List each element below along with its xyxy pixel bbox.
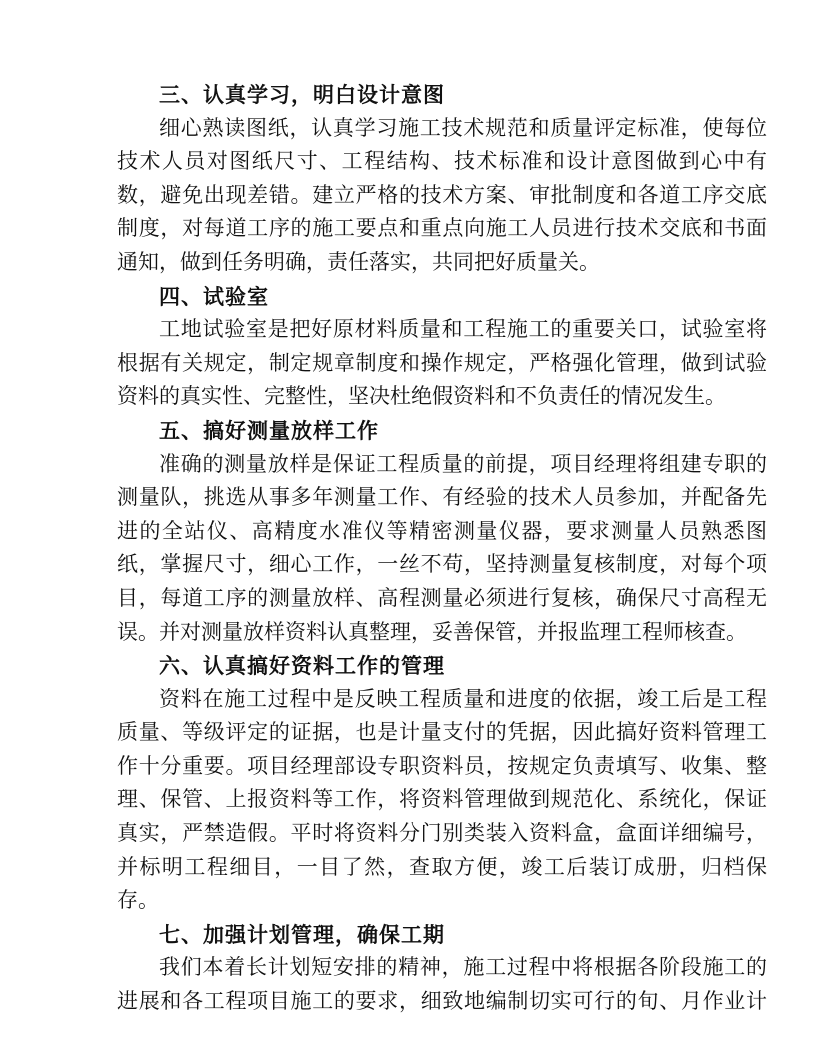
section-3-paragraph: 细心熟读图纸，认真学习施工技术规范和质量评定标准，使每位技术人员对图纸尺寸、工程结构、技术标准和设计意图做到心中有数，避免出现差错。建立严格的技术方案、审批制度和各道工序交底制度，对每道工序的施工要点和重点向施工人员进行技术交底和书面通知，做到任务明确，责任落实，共同把好质量关。 [117, 115, 767, 274]
document-body [117, 78, 767, 1019]
section-6-paragraph: 资料在施工过程中是反映工程质量和进度的依据，竣工后是工程质量、等级评定的证据，也是计量支付的凭据，因此搞好资料管理工作十分重要。项目经理部设专职资料员，按规定负责填写、收集、整理、保管、上报资料等工作，将资料管理做到规范化、系统化，保证真实，严禁造假。平时将资料分门别类装入资料盒，盒面详细编号，并标明工程细目，一目了然，查取方便，竣工后装订成册，归档保存。 [117, 686, 767, 913]
section-6-heading: 六、认真搞好资料工作的管理 [159, 653, 445, 679]
section-5-paragraph: 准确的测量放样是保证工程质量的前提，项目经理将组建专职的测量队，挑选从事多年测量工作、有经验的技术人员参加，并配备先进的全站仪、高精度水准仪等精密测量仪器，要求测量人员熟悉图纸，掌握尺寸，细心工作，一丝不苟，坚持测量复核制度，对每个项目，每道工序的测量放样、高程测量必须进行复核，确保尺寸高程无误。并对测量放样资料认真整理，妥善保管，并报监理工程师核查。 [117, 451, 767, 644]
section-5-heading: 五、搞好测量放样工作 [159, 417, 379, 443]
section-4-paragraph: 工地试验室是把好原材料质量和工程施工的重要关口，试验室将根据有关规定，制定规章制度和操作规定，严格强化管理，做到试验资料的真实性、完整性，坚决杜绝假资料和不负责任的情况发生。 [117, 317, 767, 409]
section-7-heading: 七、加强计划管理，确保工期 [159, 921, 445, 947]
section-4-heading: 四、试验室 [159, 283, 269, 309]
section-7-paragraph: 我们本着长计划短安排的精神，施工过程中将根据各阶段施工的进展和各工程项目施工的要求，细致地编制切实可行的旬、月作业计 [117, 955, 767, 1014]
section-3-heading: 三、认真学习，明白设计意图 [159, 82, 445, 107]
